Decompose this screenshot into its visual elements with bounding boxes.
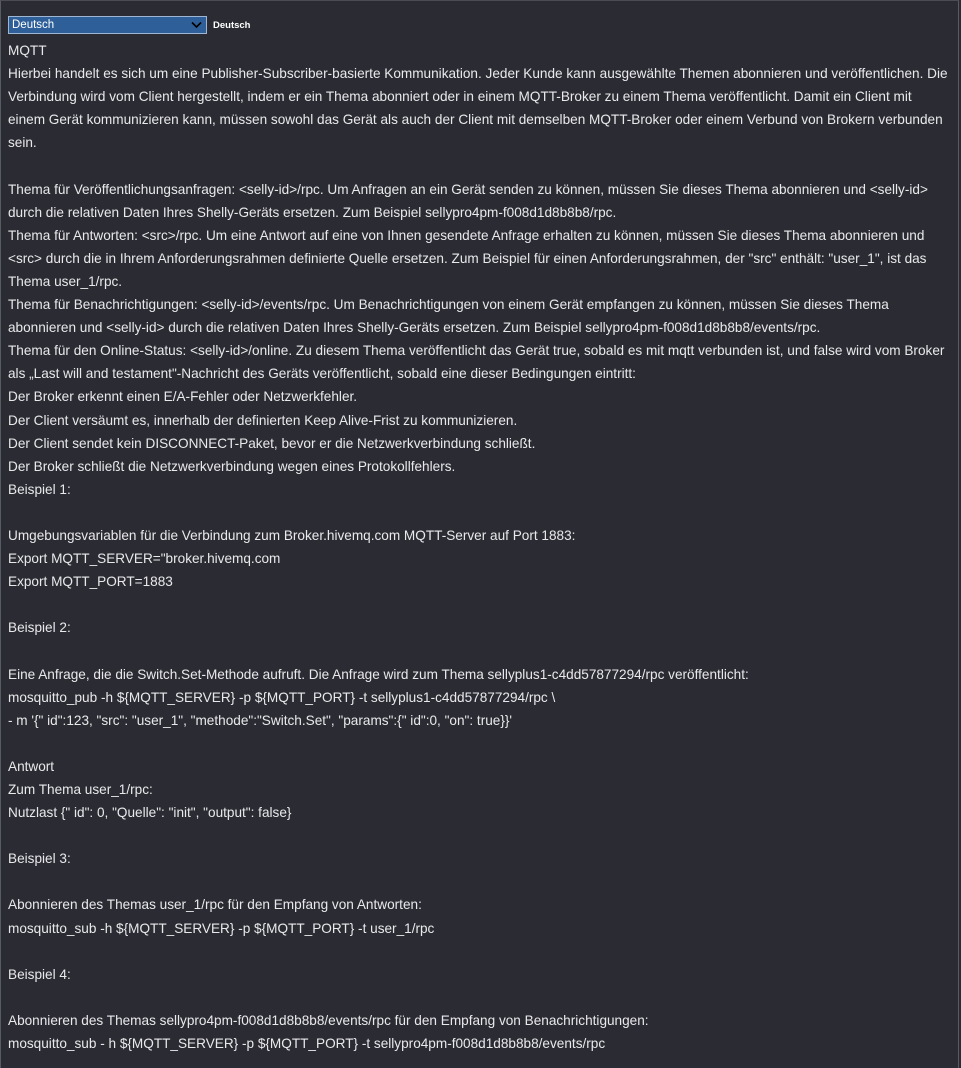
- topic-requests-paragraph: Thema für Veröffentlichungsanfragen: <selly-id>/rpc. Um Anfragen an ein Gerät senden zu können, müssen Sie dieses Thema abonnieren und <selly-id> durch die relativen Daten Ihres Shelly-Geräts ersetzen. Zum Beispiel sellypro4pm-f008d1d8b8b8/rpc.: [8, 181, 932, 220]
- example-2-command: mosquitto_pub -h ${MQTT_SERVER} -p ${MQTT_PORT} -t sellyplus1-c4dd57877294/rpc \: [8, 689, 556, 705]
- condition-item: Der Client versäumt es, innerhalb der definierten Keep Alive-Frist zu kommunizieren.: [8, 412, 518, 428]
- example-1-description: Umgebungsvariablen für die Verbindung zum Broker.hivemq.com MQTT-Server auf Port 1883:: [8, 527, 576, 543]
- doc-intro: Hierbei handelt es sich um eine Publisher-Subscriber-basierte Kommunikation. Jeder Kunde kann ausgewählte Themen abonnieren und veröffentlichen. Die Verbindung wird vom Client hergestellt, indem er ein Thema abonniert oder in einem MQTT-Broker zu einem Thema veröffentlicht. Damit ein Client mit einem Gerät kommunizieren kann, müssen sowohl das Gerät als auch der Client mit demselben MQTT-Broker oder einem Verbund von Brokern verbunden sein.: [8, 66, 952, 151]
- example-1-line: Export MQTT_PORT=1883: [8, 574, 173, 590]
- doc-title: MQTT: [8, 43, 47, 58]
- example-1-line: Export MQTT_SERVER="broker.hivemq.com: [8, 551, 281, 567]
- condition-item: Der Client sendet kein DISCONNECT-Paket, bevor er die Netzwerkverbindung schließt.: [8, 435, 536, 451]
- example-4-heading: Beispiel 4:: [8, 966, 71, 982]
- chevron-down-icon: [190, 19, 202, 31]
- topic-responses-paragraph: Thema für Antworten: <src>/rpc. Um eine Antwort auf eine von Ihnen gesendete Anfrage erhalten zu können, müssen Sie dieses Thema abonnieren und <src> durch die in Ihrem Anforderungsrahmen definierte Quelle ersetzen. Zum Beispiel für einen Anforderungsrahmen, der "src" enthält: "user_1", ist das Thema user_1/rpc.: [8, 227, 931, 289]
- example-2-command: - m '{" id":123, "src": "user_1", "methode":"Switch.Set", "params":{" id":0, "on": true}}': [8, 712, 513, 728]
- example-2-description: Eine Anfrage, die die Switch.Set-Methode aufruft. Die Anfrage wird zum Thema sellyplus1-c4dd57877294/rpc veröffentlicht:: [8, 666, 749, 682]
- topic-notifications-paragraph: Thema für Benachrichtigungen: <selly-id>/events/rpc. Um Benachrichtigungen von einem Gerät empfangen zu können, müssen Sie dieses Thema abonnieren und <selly-id> durch die relativen Daten Ihres Shelly-Geräts ersetzen. Zum Beispiel sellypro4pm-f008d1d8b8b8/events/rpc.: [8, 297, 893, 336]
- example-3-heading: Beispiel 3:: [8, 851, 71, 867]
- answer-payload: Nutzlast {" id": 0, "Quelle": "init", "output": false}: [8, 805, 292, 821]
- doc-content: [8, 39, 952, 1055]
- example-3-command: mosquitto_sub -h ${MQTT_SERVER} -p ${MQTT_PORT} -t user_1/rpc: [8, 920, 435, 936]
- topic-online-paragraph: Thema für den Online-Status: <selly-id>/online. Zu diesem Thema veröffentlicht das Gerät true, sobald es mit mqtt verbunden ist, und false wird vom Broker als „Last will and testament"-Nachricht des Geräts veröffentlicht, sobald eine dieser Bedingungen eintritt:: [8, 343, 949, 382]
- example-4-command: mosquitto_sub - h ${MQTT_SERVER} -p ${MQTT_PORT} -t sellypro4pm-f008d1d8b8b8/events/rpc: [8, 1036, 606, 1052]
- condition-item: Der Broker schließt die Netzwerkverbindung wegen eines Protokollfehlers.: [8, 458, 456, 474]
- example-3-description: Abonnieren des Themas user_1/rpc für den Empfang von Antworten:: [8, 897, 422, 913]
- language-select[interactable]: [8, 16, 207, 34]
- example-4-description: Abonnieren des Themas sellypro4pm-f008d1d8b8b8/events/rpc für den Empfang von Benachrichtigungen:: [8, 1012, 649, 1028]
- condition-item: Der Broker erkennt einen E/A-Fehler oder Netzwerkfehler.: [8, 389, 358, 405]
- language-select-value: Deutsch: [12, 19, 55, 31]
- answer-topic: Zum Thema user_1/rpc:: [8, 782, 153, 797]
- current-language-label: Deutsch: [213, 19, 251, 31]
- example-2-heading: Beispiel 2:: [8, 620, 71, 636]
- answer-heading: Antwort: [8, 758, 55, 774]
- example-1-heading: Beispiel 1:: [8, 481, 71, 497]
- language-bar: [8, 15, 250, 35]
